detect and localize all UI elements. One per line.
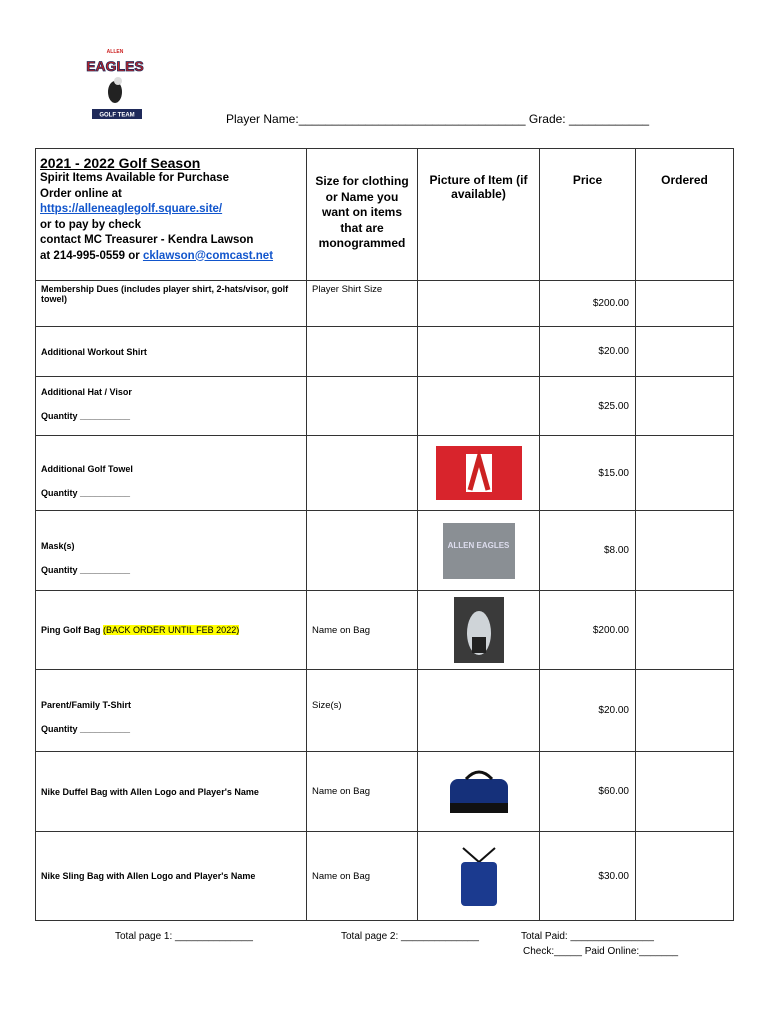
total-page-1[interactable]: Total page 1: ______________ xyxy=(115,931,253,942)
ordered-cell[interactable] xyxy=(636,377,734,436)
table-row xyxy=(36,752,734,832)
item-picture xyxy=(418,832,540,921)
table-row xyxy=(36,832,734,921)
item-name: Additional Hat / Visor xyxy=(41,387,132,397)
table-row xyxy=(36,436,734,511)
logo-top-text: ALLEN xyxy=(106,49,124,55)
item-price: $30.00 xyxy=(540,832,636,921)
email-link[interactable]: cklawson@comcast.net xyxy=(142,249,274,262)
table-row xyxy=(36,281,734,327)
payment-method[interactable]: Check:_____ Paid Online:_______ xyxy=(523,946,679,957)
item-price: $8.00 xyxy=(540,511,636,591)
store-link[interactable]: https://alleneaglegolf.square.site/ xyxy=(40,203,223,215)
item-name: Nike Duffel Bag with Allen Logo and Player's Name xyxy=(36,752,307,832)
quantity-field[interactable]: Quantity __________ xyxy=(41,411,131,421)
col-picture-header: Picture of Item (if available) xyxy=(418,149,540,281)
item-name: Mask(s) xyxy=(41,541,75,551)
eagles-golf-logo xyxy=(80,48,150,120)
item-size[interactable]: Player Shirt Size xyxy=(307,281,418,327)
item-size[interactable]: Name on Bag xyxy=(307,832,418,921)
ordered-cell[interactable] xyxy=(636,281,734,327)
item-size[interactable]: Name on Bag xyxy=(307,591,418,670)
golf-towel-image xyxy=(436,446,522,500)
item-price: $60.00 xyxy=(540,752,636,832)
col-price-header: Price xyxy=(540,149,636,281)
item-size[interactable] xyxy=(307,377,418,436)
ordered-cell[interactable] xyxy=(636,591,734,670)
item-size[interactable]: Size(s) xyxy=(307,670,418,752)
mask-image: ALLEN EAGLES xyxy=(443,523,515,579)
item-name: Additional Golf Towel xyxy=(41,464,133,474)
ordered-cell[interactable] xyxy=(636,511,734,591)
col-ordered-header: Ordered xyxy=(636,149,734,281)
item-name: Membership Dues (includes player shirt, 2-hats/visor, golf towel) xyxy=(36,281,307,327)
item-name: Additional Workout Shirt xyxy=(36,327,307,377)
item-price: $200.00 xyxy=(540,281,636,327)
item-price: $20.00 xyxy=(540,327,636,377)
table-row xyxy=(36,511,734,591)
item-picture xyxy=(418,436,540,511)
sling-bag-image xyxy=(457,844,501,908)
ordered-cell[interactable] xyxy=(636,327,734,377)
item-price: $15.00 xyxy=(540,436,636,511)
item-price: $25.00 xyxy=(540,377,636,436)
ordered-cell[interactable] xyxy=(636,752,734,832)
item-picture xyxy=(418,670,540,752)
logo-badge-text: GOLF TEAM xyxy=(99,112,135,119)
order-table xyxy=(35,148,734,921)
intro-line: contact MC Treasurer - Kendra Lawson xyxy=(40,234,254,246)
table-row xyxy=(36,327,734,377)
item-picture xyxy=(418,281,540,327)
item-picture xyxy=(418,327,540,377)
player-name-grade-line[interactable]: Player Name:__________________________________ Grade: ____________ xyxy=(226,112,650,126)
back-order-note: (BACK ORDER UNTIL FEB 2022) xyxy=(103,625,240,635)
item-picture xyxy=(418,511,540,591)
ordered-cell[interactable] xyxy=(636,832,734,921)
item-size[interactable] xyxy=(307,436,418,511)
intro-line: or to pay by check xyxy=(40,218,141,231)
ordered-cell[interactable] xyxy=(636,670,734,752)
golf-bag-image xyxy=(454,597,504,663)
logo-name-text: EAGLES xyxy=(86,58,144,74)
phone-text: at 214-995-0559 or xyxy=(40,249,143,262)
quantity-field[interactable]: Quantity __________ xyxy=(41,724,131,734)
intro-line: Order online at xyxy=(40,187,122,200)
item-size[interactable] xyxy=(307,511,418,591)
item-picture xyxy=(418,377,540,436)
table-row xyxy=(36,591,734,670)
intro-cell xyxy=(36,149,307,281)
season-title: 2021 - 2022 Golf Season xyxy=(40,155,201,171)
item-picture xyxy=(418,591,540,670)
item-price: $200.00 xyxy=(540,591,636,670)
item-name: Nike Sling Bag with Allen Logo and Player's Name xyxy=(36,832,307,921)
table-row xyxy=(36,670,734,752)
totals-footer xyxy=(35,931,733,971)
col-size-header: Size for clothing or Name you want on items that are monogrammed xyxy=(307,149,418,281)
table-row xyxy=(36,377,734,436)
quantity-field[interactable]: Quantity __________ xyxy=(41,488,131,498)
item-name: Parent/Family T-Shirt xyxy=(41,700,132,710)
total-paid[interactable]: Total Paid: _______________ xyxy=(521,931,654,942)
header-row xyxy=(36,149,734,281)
ordered-cell[interactable] xyxy=(636,436,734,511)
item-price: $20.00 xyxy=(540,670,636,752)
item-name: Ping Golf Bag xyxy=(41,625,103,635)
item-size[interactable]: Name on Bag xyxy=(307,752,418,832)
total-page-2[interactable]: Total page 2: ______________ xyxy=(341,931,479,942)
form-body xyxy=(35,148,733,971)
duffel-bag-image xyxy=(448,767,510,817)
item-picture xyxy=(418,752,540,832)
intro-line: Spirit Items Available for Purchase xyxy=(40,172,229,184)
item-size[interactable] xyxy=(307,327,418,377)
quantity-field[interactable]: Quantity __________ xyxy=(41,565,131,575)
